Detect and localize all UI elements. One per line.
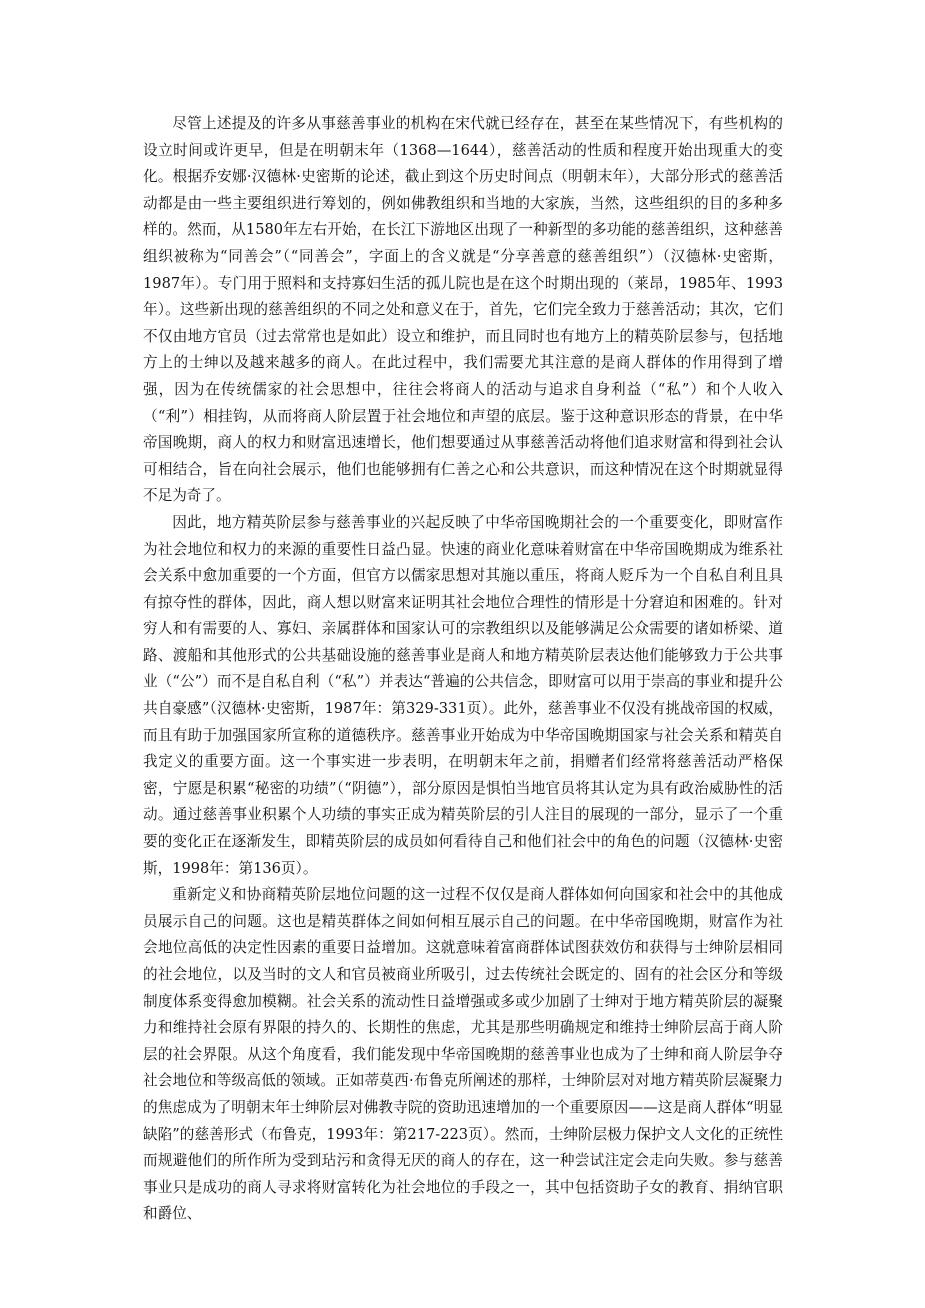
paragraph-2: 因此，地方精英阶层参与慈善事业的兴起反映了中华帝国晚期社会的一个重要变化，即财富作为社会地位和权力的来源的重要性日益凸显。快速的商业化意味着财富在中华帝国晚期成为维系社会关系中愈加重要的一个方面，但官方以儒家思想对其施以重压，将商人贬斥为一个自私自利且具有掠夺性的群体，因此，商人想以财富来证明其社会地位合理性的情形是十分窘迫和困难的。针对穷人和有需要的人、寡妇、亲属群体和国家认可的宗教组织以及能够满足公众需要的诸如桥梁、道路、渡船和其他形式的公共基础设施的慈善事业是商人和地方精英阶层表达他们能够致力于公共事业（“公”）而不是自私自利（“私”）并表达“普遍的公共信念，即财富可以用于崇高的事业和提升公共自豪感”（汉德林·史密斯，1987年：第329-331页）。此外，慈善事业不仅没有挑战帝国的权威，而且有助于加强国家所宣称的道德秩序。慈善事业开始成为中华帝国晚期国家与社会关系和精英自我定义的重要方面。这一个事实进一步表明，在明朝末年之前，捐赠者们经常将慈善活动严格保密，宁愿是积累“秘密的功绩”（“阴德”），部分原因是惧怕当地官员将其认定为具有政治威胁性的活动。通过慈善事业积累个人功绩的事实正成为精英阶层的引人注目的展现的一部分，显示了一个重要的变化正在逐渐发生，即精英阶层的成员如何看待自己和他们社会中的角色的问题（汉德林·史密斯，1998年：第136页）。 — [143, 513, 783, 877]
paragraph-1: 尽管上述提及的许多从事慈善事业的机构在宋代就已经存在，甚至在某些情况下，有些机构的设立时间或许更早，但是在明朝末年（1368—1644），慈善活动的性质和程度开始出现重大的变化。根据乔安娜·汉德林·史密斯的论述，截止到这个历史时间点（明朝末年），大部分形式的慈善活动都是由一些主要组织进行筹划的，例如佛教组织和当地的大家族，当然，这些组织的目的多种多样的。然而，从1580年左右开始，在长江下游地区出现了一种新型的多功能的慈善组织，这种慈善组织被称为“同善会”（“同善会”，字面上的含义就是“分享善意的慈善组织”）（汉德林·史密斯，1987年）。专门用于照料和支持寡妇生活的孤儿院也是在这个时期出现的（莱昂，1985年、1993年）。这些新出现的慈善组织的不同之处和意义在于，首先，它们完全致力于慈善活动；其次，它们不仅由地方官员（过去常常也是如此）设立和维护，而且同时也有地方上的精英阶层参与，包括地方上的士绅以及越来越多的商人。在此过程中，我们需要尤其注意的是商人群体的作用得到了增强，因为在传统儒家的社会思想中，往往会将商人的活动与追求自身利益（“私”）和个人收入（“利”）相挂钩，从而将商人阶层置于社会地位和声望的底层。鉴于这种意识形态的背景，在中华帝国晚期，商人的权力和财富迅速增长，他们想要通过从事慈善活动将他们追求财富和得到社会认可相结合，旨在向社会展示，他们也能够拥有仁善之心和公共意识，而这种情况在这个时期就显得不足为奇了。 — [143, 115, 783, 505]
document-body — [143, 111, 783, 1228]
paragraph-3: 重新定义和协商精英阶层地位问题的这一过程不仅仅是商人群体如何向国家和社会中的其他成员展示自己的问题。这也是精英群体之间如何相互展示自己的问题。在中华帝国晚期，财富作为社会地位高低的决定性因素的重要日益增加。这就意味着富商群体试图获效仿和获得与士绅阶层相同的社会地位，以及当时的文人和官员被商业所吸引，过去传统社会既定的、固有的社会区分和等级制度体系变得愈加模糊。社会关系的流动性日益增强或多或少加剧了士绅对于地方精英阶层的凝聚力和维持社会原有界限的持久的、长期性的焦虑，尤其是那些明确规定和维持士绅阶层高于商人阶层的社会界限。从这个角度看，我们能发现中华帝国晚期的慈善事业也成为了士绅和商人阶层争夺社会地位和等级高低的领域。正如蒂莫西·布鲁克所阐述的那样，士绅阶层对对地方精英阶层凝聚力的焦虑成为了明朝末年士绅阶层对佛教寺院的资助迅速增加的一个重要原因——这是商人群体“明显缺陷”的慈善形式（布鲁克，1993年：第217-223页）。然而，士绅阶层极力保护文人文化的正统性而规避他们的所作所为受到玷污和贪得无厌的商人的存在，这一种尝试注定会走向失败。参与慈善事业只是成功的商人寻求将财富转化为社会地位的手段之一，其中包括资助子女的教育、捐纳官职和爵位、 — [143, 886, 783, 1223]
